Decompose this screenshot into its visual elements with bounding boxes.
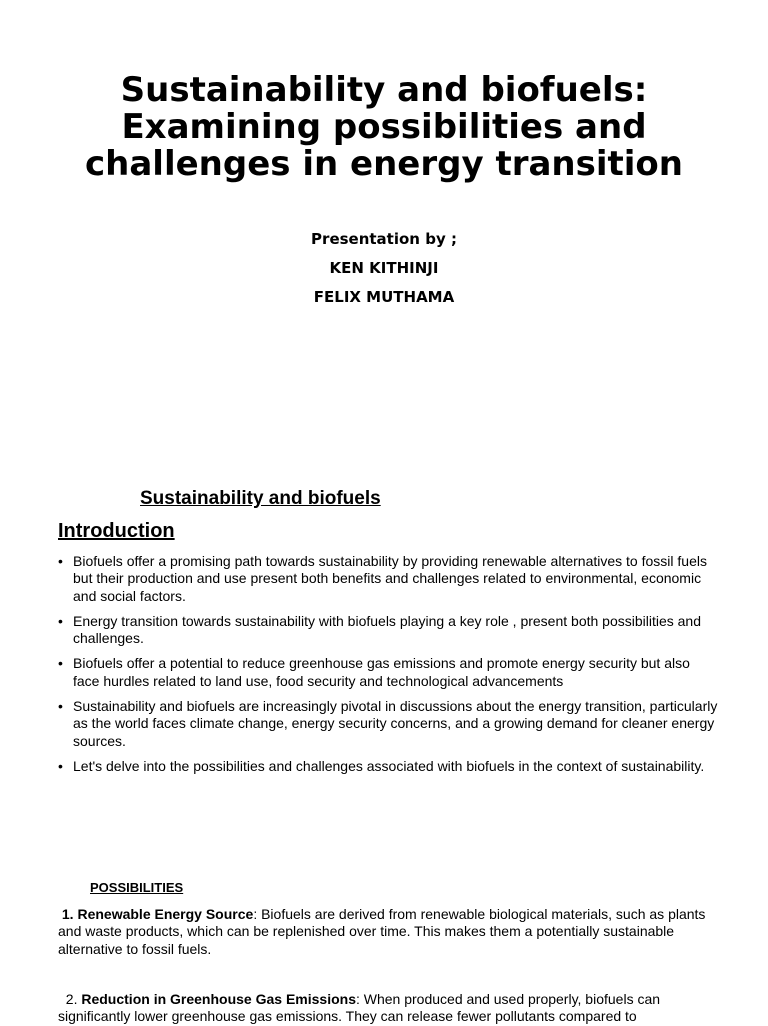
possibility-item	[58, 906, 718, 958]
item-term: Reduction in Greenhouse Gas Emissions	[81, 991, 356, 1007]
bullet-text: Sustainability and biofuels are increasingly pivotal in discussions about the energy transition, particularly as the world faces climate change, energy security concerns, and a growing demand for cleaner energy sources.	[73, 698, 718, 749]
list-item	[58, 655, 718, 690]
bullet-icon: •	[58, 553, 63, 569]
presented-by-label: Presentation by ;	[311, 230, 457, 248]
item-number: 1.	[61, 906, 74, 922]
item-term: Renewable Energy Source	[77, 906, 254, 922]
presenter-block	[184, 228, 584, 315]
bullet-icon: •	[58, 698, 63, 715]
bullet-icon: •	[58, 612, 63, 629]
item-text: : When produced and used properly, biofuels can significantly lower greenhouse gas emissions. They can release fewer pollutants compared to	[58, 991, 661, 1025]
item-number: 2.	[65, 991, 78, 1007]
presenter-name: FELIX MUTHAMA	[313, 288, 455, 306]
bullet-text: Let's delve into the possibilities and challenges associated with biofuels in the context of sustainability.	[73, 757, 705, 774]
item-text: : Biofuels are derived from renewable biological materials, such as plants and waste products, which can be replenished over time. This makes them a potentially sustainable alternative to fossil fuels.	[58, 906, 706, 957]
possibilities-heading: POSSIBILITIES	[90, 880, 184, 895]
list-item	[58, 758, 718, 775]
list-item	[58, 553, 718, 605]
bullet-text: Biofuels offer a potential to reduce greenhouse gas emissions and promote energy security but also face hurdles related to land use, food security and technological advancements	[73, 655, 690, 689]
presenter-name: KEN KITHINJI	[329, 259, 439, 277]
possibility-item	[58, 991, 718, 1026]
bullet-icon: •	[58, 757, 63, 774]
list-item	[58, 613, 718, 648]
bullet-text: Biofuels offer a promising path towards sustainability by providing renewable alternatives to fossil fuels but their production and use present both benefits and challenges related to environmental, economic and social factors.	[73, 553, 707, 604]
presentation-title: Sustainability and biofuels: Examining possibilities and challenges in energy transition	[84, 70, 683, 184]
list-item	[58, 698, 718, 750]
bullet-icon: •	[58, 655, 63, 672]
section-title: Sustainability and biofuels	[140, 488, 381, 509]
introduction-heading: Introduction	[58, 520, 175, 542]
introduction-bullet-list	[58, 553, 718, 783]
bullet-text: Energy transition towards sustainability with biofuels playing a key role , present both possibilities and challenges.	[73, 612, 702, 647]
title-slide	[0, 0, 768, 480]
